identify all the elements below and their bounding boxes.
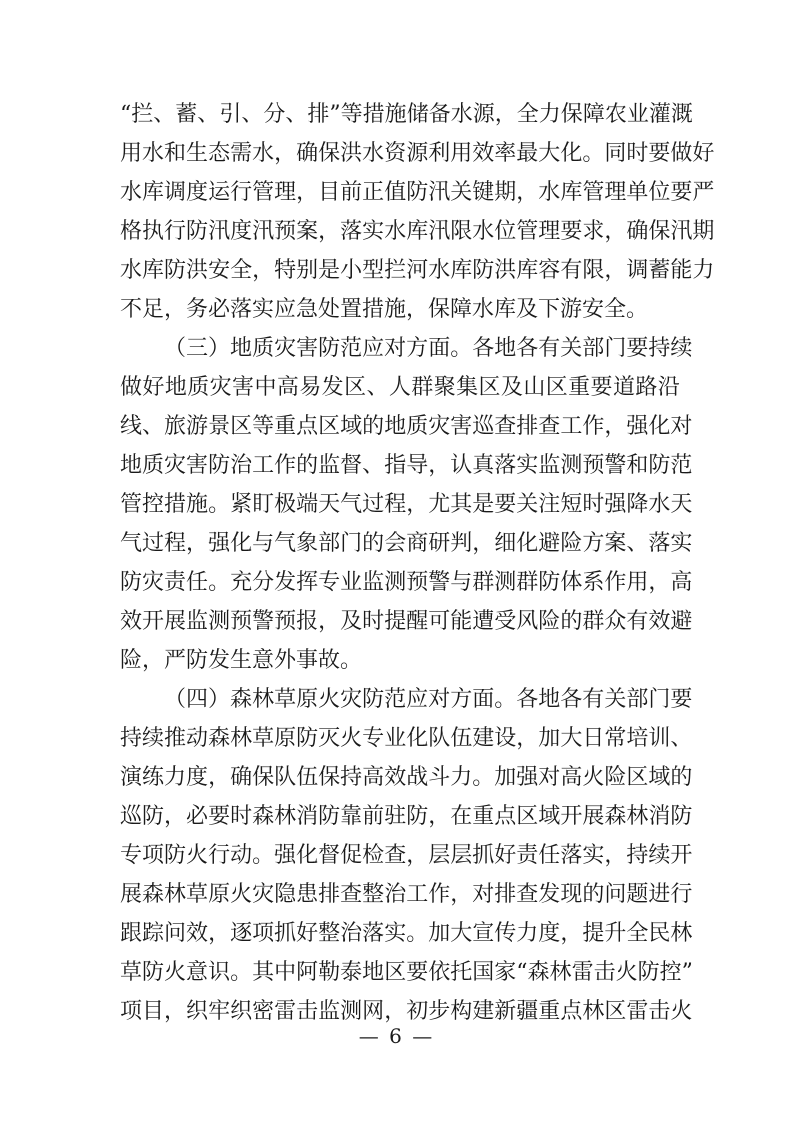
text-line: 水 库 防 洪 安 全 ， 特 别 是 小 型 拦 河 水 库 防 洪 库 容 有 限 ， 调 蓄 能 力	[120, 258, 715, 283]
text-line: 地 质 灾 害 防 治 工 作 的 监 督 、 指 导 ， 认 真 落 实 监 测 预 警 和 防 范	[120, 453, 693, 478]
text-line: 展 森 林 草 原 火 灾 隐 患 排 查 整 治 工 作 ， 对 排 查 发 现 的 问 题 进 行	[120, 882, 693, 907]
text-line: 格 执 行 防 汛 度 汛 预 案 ， 落 实 水 库 汛 限 水 位 管 理 要 求 ， 确 保 汛 期	[120, 219, 715, 244]
text-line: 巡 防 ， 必 要 时 森 林 消 防 靠 前 驻 防 ， 在 重 点 区 域 开 展 森 林 消 防	[120, 804, 693, 829]
text-line: 专 项 防 火 行 动 。 强 化 督 促 检 查 ， 层 层 抓 好 责 任 落 实 ， 持 续 开	[120, 843, 693, 868]
text-line: 线 、 旅 游 景 区 等 重 点 区 域 的 地 质 灾 害 巡 查 排 查 工 作 ， 强 化 对	[120, 414, 693, 439]
document-body	[120, 95, 715, 1031]
text-line: 跟 踪 问 效 ， 逐 项 抓 好 整 治 落 实 。 加 大 宣 传 力 度 ， 提 升 全 民 林	[120, 921, 693, 946]
page-number: — 6 —	[358, 1024, 435, 1048]
text-line: 防 灾 责 任 。 充 分 发 挥 专 业 监 测 预 警 与 群 测 群 防 体 系 作 用 ， 高	[120, 570, 693, 595]
text-line: 险，严防发生意外事故。	[120, 648, 363, 673]
text-line: 管 控 措 施 。 紧 盯 极 端 天 气 过 程 ， 尤 其 是 要 关 注 短 时 强 降 水 天	[120, 492, 693, 517]
text-line: 演 练 力 度 ， 确 保 队 伍 保 持 高 效 战 斗 力 。 加 强 对 高 火 险 区 域 的	[120, 765, 693, 790]
text-line: 项 目 ， 织 牢 织 密 雷 击 监 测 网 ， 初 步 构 建 新 疆 重 点 林 区 雷 击 火	[120, 999, 693, 1024]
text-line: “ 拦 、 蓄 、 引 、 分 、 排 ” 等 措 施 储 备 水 源 ， 全 力 保 障 农 业 灌 溉	[120, 102, 693, 127]
text-line: 做 好 地 质 灾 害 中 高 易 发 区 、 人 群 聚 集 区 及 山 区 重 要 道 路 沿	[120, 375, 680, 400]
text-line: （ 三 ） 地 质 灾 害 防 范 应 对 方 面 。 各 地 各 有 关 部 门 要 持 续	[164, 336, 693, 361]
text-line: 持 续 推 动 森 林 草 原 防 灭 火 专 业 化 队 伍 建 设 ， 加 大 日 常 培 训 、	[120, 726, 693, 751]
text-line: 用 水 和 生 态 需 水 ， 确 保 洪 水 资 源 利 用 效 率 最 大 化 。 同 时 要 做 好	[120, 141, 715, 166]
text-line: 草 防 火 意 识 。 其 中 阿 勒 泰 地 区 要 依 托 国 家 “ 森 林 雷 击 火 防 控 ”	[120, 960, 693, 985]
text-line: 效 开 展 监 测 预 警 预 报 ， 及 时 提 醒 可 能 遭 受 风 险 的 群 众 有 效 避	[120, 609, 693, 634]
text-line: （ 四 ） 森 林 草 原 火 灾 防 范 应 对 方 面 。 各 地 各 有 关 部 门 要	[164, 687, 693, 712]
text-line: 水 库 调 度 运 行 管 理 ， 目 前 正 值 防 汛 关 键 期 ， 水 库 管 理 单 位 要 严	[120, 180, 715, 205]
text-line: 不足，务必落实应急处置措施，保障水库及下游安全。	[120, 297, 649, 322]
text-line: 气 过 程 ， 强 化 与 气 象 部 门 的 会 商 研 判 ， 细 化 避 险 方 案 、 落 实	[120, 531, 693, 556]
